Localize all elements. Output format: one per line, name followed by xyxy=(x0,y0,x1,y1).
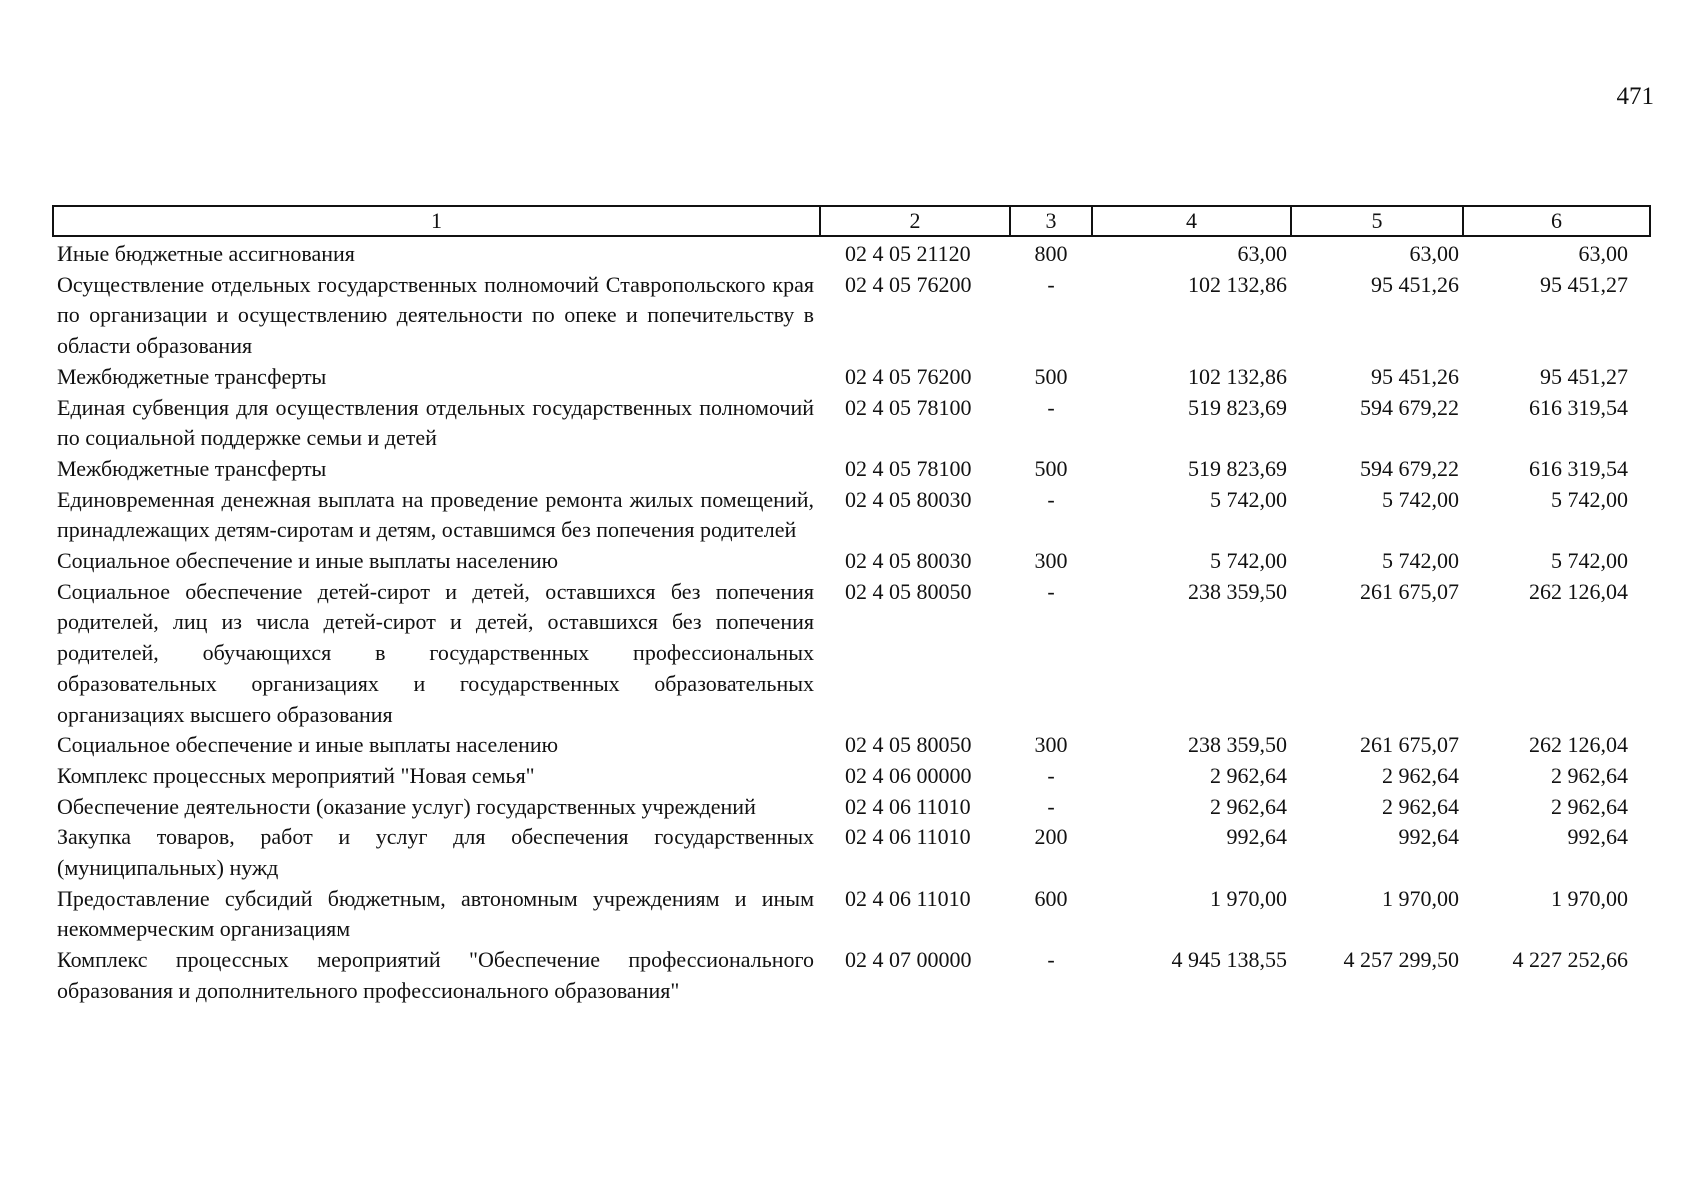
amount-col5-cell: 992,64 xyxy=(1398,824,1459,850)
amount-col6-cell: 5 742,00 xyxy=(1551,486,1628,512)
table-row xyxy=(53,577,1650,731)
amount-col4-cell: 2 962,64 xyxy=(1210,762,1287,788)
budget-table xyxy=(52,205,1651,1007)
amount-col4-cell: 5 742,00 xyxy=(1210,548,1287,574)
amount-col5-cell: 95 451,26 xyxy=(1371,363,1459,389)
code-cell: 02 4 05 76200 xyxy=(845,271,972,297)
expense-type-cell: 200 xyxy=(1034,824,1068,850)
amount-col6-cell: 95 451,27 xyxy=(1540,363,1628,389)
table-row xyxy=(53,393,1650,454)
code-cell: 02 4 05 80030 xyxy=(845,548,972,574)
code-cell: 02 4 06 11010 xyxy=(845,824,971,850)
col-header-2: 2 xyxy=(820,206,1010,236)
expense-type-cell: - xyxy=(1047,762,1055,788)
table-row xyxy=(53,270,1650,362)
table-row xyxy=(53,792,1650,823)
table-row xyxy=(53,761,1650,792)
code-cell: 02 4 06 00000 xyxy=(845,762,972,788)
expense-type-cell: 500 xyxy=(1034,363,1068,389)
col-header-1: 1 xyxy=(53,206,820,236)
amount-col6-cell: 63,00 xyxy=(1578,241,1628,266)
item-name-cell: Социальное обеспечение и иные выплаты населению xyxy=(57,548,559,574)
item-name-cell: Комплекс процессных мероприятий "Обеспечение профессионального образования и дополнительного профессионального образования" xyxy=(57,947,814,1003)
item-name-cell: Единая субвенция для осуществления отдельных государственных полномочий по социальной поддержке семьи и детей xyxy=(57,394,814,451)
table-row xyxy=(53,454,1650,485)
amount-col6-cell: 992,64 xyxy=(1567,824,1628,850)
amount-col6-cell: 95 451,27 xyxy=(1540,271,1628,297)
amount-col4-cell: 238 359,50 xyxy=(1188,732,1287,758)
expense-type-cell: 300 xyxy=(1034,732,1068,758)
table-row xyxy=(53,362,1650,393)
page-number: 471 xyxy=(1616,83,1654,110)
item-name-cell: Осуществление отдельных государственных полномочий Ставропольского края по организации и осуществлению деятельности по опеке и попечительству в области образования xyxy=(57,271,814,359)
table-row xyxy=(53,884,1650,945)
header-row xyxy=(53,206,1650,236)
item-name-cell: Социальное обеспечение и иные выплаты населению xyxy=(57,732,559,758)
item-name-cell: Комплекс процессных мероприятий "Новая семья" xyxy=(57,762,535,788)
amount-col5-cell: 95 451,26 xyxy=(1371,271,1459,297)
code-cell: 02 4 05 78100 xyxy=(845,394,972,420)
amount-col6-cell: 2 962,64 xyxy=(1551,762,1628,788)
amount-col4-cell: 238 359,50 xyxy=(1188,578,1287,604)
amount-col5-cell: 2 962,64 xyxy=(1382,793,1459,819)
expense-type-cell: 500 xyxy=(1034,455,1068,481)
expense-type-cell: - xyxy=(1047,486,1055,512)
table-row xyxy=(53,485,1650,546)
amount-col5-cell: 594 679,22 xyxy=(1360,455,1459,481)
code-cell: 02 4 07 00000 xyxy=(845,947,972,973)
amount-col5-cell: 1 970,00 xyxy=(1382,885,1459,911)
amount-col4-cell: 4 945 138,55 xyxy=(1171,947,1287,973)
amount-col6-cell: 2 962,64 xyxy=(1551,793,1628,819)
expense-type-cell: 300 xyxy=(1034,548,1068,574)
amount-col4-cell: 2 962,64 xyxy=(1210,793,1287,819)
col-header-5: 5 xyxy=(1291,206,1463,236)
amount-col5-cell: 5 742,00 xyxy=(1382,548,1459,574)
amount-col5-cell: 261 675,07 xyxy=(1360,578,1459,604)
amount-col4-cell: 102 132,86 xyxy=(1188,271,1287,297)
code-cell: 02 4 05 80050 xyxy=(845,732,972,758)
amount-col5-cell: 4 257 299,50 xyxy=(1343,947,1459,973)
item-name-cell: Предоставление субсидий бюджетным, автономным учреждениям и иным некоммерческим организациям xyxy=(57,885,814,942)
amount-col6-cell: 1 970,00 xyxy=(1551,885,1628,911)
amount-col6-cell: 5 742,00 xyxy=(1551,548,1628,574)
col-header-6: 6 xyxy=(1463,206,1650,236)
amount-col4-cell: 63,00 xyxy=(1237,241,1287,266)
amount-col4-cell: 5 742,00 xyxy=(1210,486,1287,512)
code-cell: 02 4 05 21120 xyxy=(845,241,971,266)
amount-col5-cell: 594 679,22 xyxy=(1360,394,1459,420)
item-name-cell: Межбюджетные трансферты xyxy=(57,363,327,389)
amount-col6-cell: 262 126,04 xyxy=(1529,578,1628,604)
item-name-cell: Межбюджетные трансферты xyxy=(57,455,327,481)
amount-col4-cell: 992,64 xyxy=(1226,824,1287,850)
amount-col4-cell: 519 823,69 xyxy=(1188,394,1287,420)
code-cell: 02 4 06 11010 xyxy=(845,885,971,911)
amount-col6-cell: 262 126,04 xyxy=(1529,732,1628,758)
expense-type-cell: - xyxy=(1047,793,1055,819)
amount-col4-cell: 102 132,86 xyxy=(1188,363,1287,389)
col-header-3: 3 xyxy=(1010,206,1092,236)
code-cell: 02 4 05 80050 xyxy=(845,578,972,604)
expense-type-cell: - xyxy=(1047,394,1055,420)
table-row xyxy=(53,546,1650,577)
item-name-cell: Обеспечение деятельности (оказание услуг) государственных учреждений xyxy=(57,793,756,819)
amount-col5-cell: 2 962,64 xyxy=(1382,762,1459,788)
amount-col6-cell: 616 319,54 xyxy=(1529,455,1628,481)
table-row xyxy=(53,236,1650,270)
amount-col4-cell: 1 970,00 xyxy=(1210,885,1287,911)
expense-type-cell: - xyxy=(1047,271,1055,297)
table-body xyxy=(53,236,1650,1007)
item-name-cell: Закупка товаров, работ и услуг для обеспечения государственных (муниципальных) нужд xyxy=(57,824,814,881)
item-name-cell: Социальное обеспечение детей-сирот и детей, оставшихся без попечения родителей, лиц из числа детей-сирот и детей, оставшихся без попечения родителей, обучающихся в государственных профессиональных образовательных организациях и государственных образовательных организациях высшего образования xyxy=(57,578,814,727)
amount-col5-cell: 261 675,07 xyxy=(1360,732,1459,758)
expense-type-cell: - xyxy=(1047,947,1055,973)
amount-col5-cell: 63,00 xyxy=(1409,241,1459,266)
code-cell: 02 4 05 78100 xyxy=(845,455,972,481)
col-header-4: 4 xyxy=(1092,206,1291,236)
expense-type-cell: 800 xyxy=(1034,241,1068,266)
table-row xyxy=(53,730,1650,761)
table-row xyxy=(53,945,1650,1006)
expense-type-cell: - xyxy=(1047,578,1055,604)
amount-col5-cell: 5 742,00 xyxy=(1382,486,1459,512)
amount-col6-cell: 616 319,54 xyxy=(1529,394,1628,420)
item-name-cell: Иные бюджетные ассигнования xyxy=(57,241,355,266)
item-name-cell: Единовременная денежная выплата на проведение ремонта жилых помещений, принадлежащих детям-сиротам и детям, оставшимся без попечения родителей xyxy=(57,486,814,543)
table-row xyxy=(53,822,1650,883)
amount-col6-cell: 4 227 252,66 xyxy=(1512,947,1628,973)
amount-col4-cell: 519 823,69 xyxy=(1188,455,1287,481)
code-cell: 02 4 05 80030 xyxy=(845,486,972,512)
expense-type-cell: 600 xyxy=(1034,885,1068,911)
code-cell: 02 4 06 11010 xyxy=(845,793,971,819)
code-cell: 02 4 05 76200 xyxy=(845,363,972,389)
